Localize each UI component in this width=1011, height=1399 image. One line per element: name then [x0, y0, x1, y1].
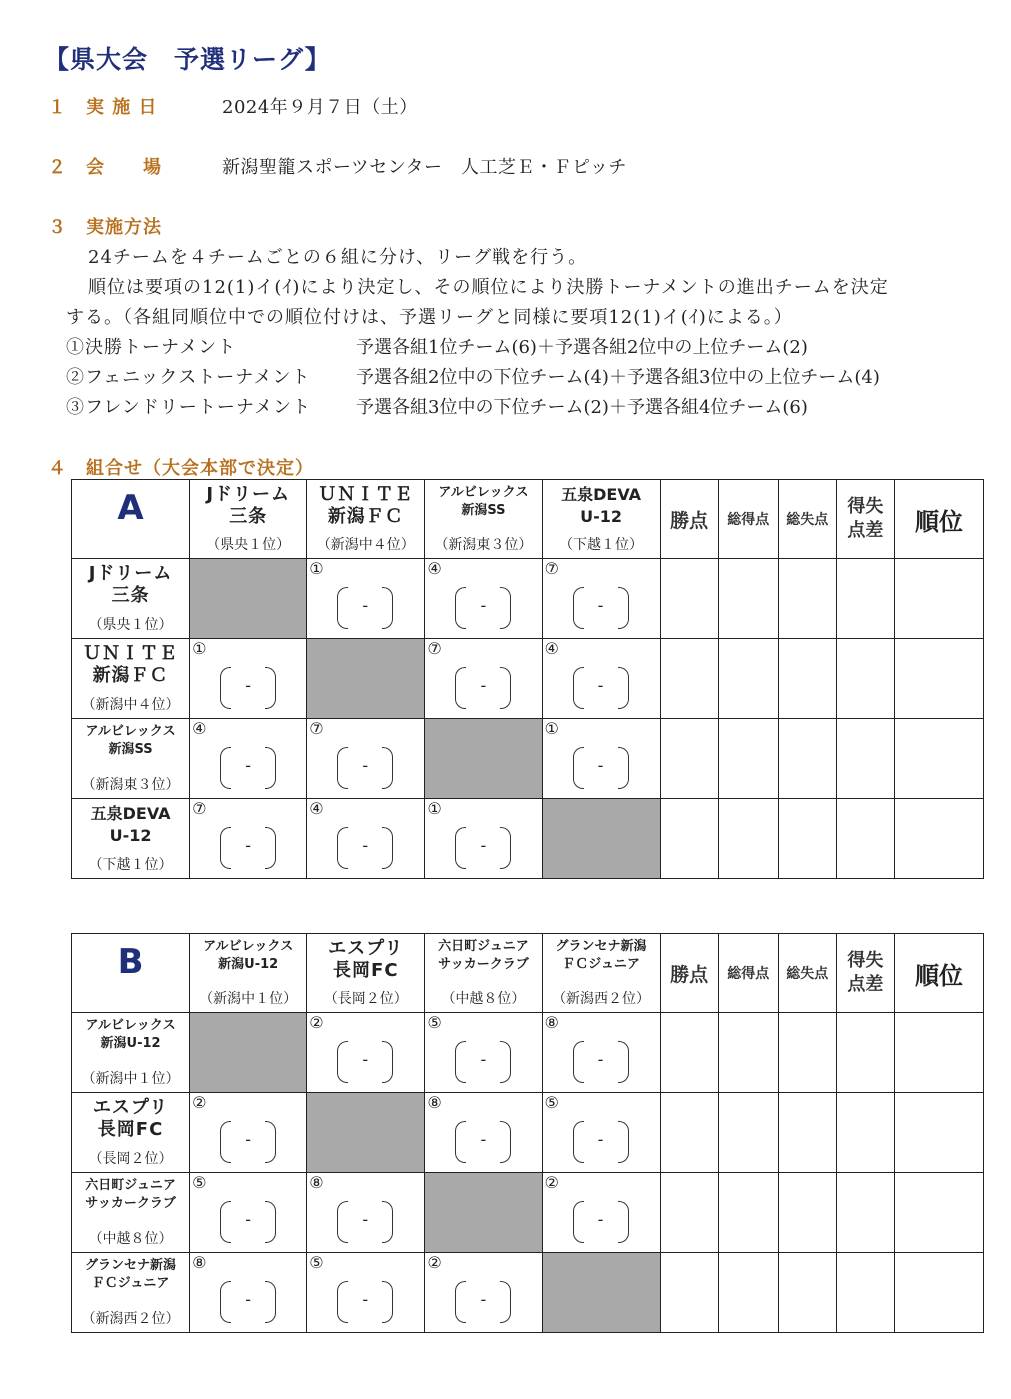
league-table-a — [71, 479, 984, 879]
team-header — [425, 934, 542, 1013]
match-cell[interactable] — [307, 1253, 425, 1333]
match-cell[interactable] — [542, 1093, 660, 1173]
header-row — [72, 934, 984, 1013]
team-qualifier: （新潟中１位） — [81, 1071, 180, 1087]
team-qualifier: （下越１位） — [88, 857, 173, 873]
right-bracket-icon — [500, 667, 511, 709]
section-number: ４ — [48, 458, 66, 479]
goals-against-cell[interactable] — [778, 639, 836, 719]
match-cell[interactable] — [542, 1013, 660, 1093]
score-box[interactable] — [220, 1281, 276, 1323]
right-bracket-icon — [265, 1281, 276, 1323]
team-header — [307, 480, 425, 559]
header-row — [72, 480, 984, 559]
score-separator: - — [362, 596, 369, 615]
match-number: ⑦ — [192, 799, 207, 818]
match-cell[interactable] — [542, 719, 660, 799]
goal-diff-cell[interactable] — [836, 1093, 894, 1173]
match-number: ④ — [427, 559, 442, 578]
goals-against-cell[interactable] — [778, 1173, 836, 1253]
team-row — [72, 719, 984, 799]
team-qualifier: （長岡２位） — [323, 991, 408, 1007]
score-separator: - — [480, 1290, 487, 1309]
score-box[interactable] — [220, 827, 276, 869]
right-bracket-icon — [618, 1121, 629, 1163]
match-cell[interactable] — [425, 1013, 542, 1093]
score-box[interactable] — [337, 1041, 393, 1083]
points-cell[interactable] — [660, 1093, 718, 1173]
score-box[interactable] — [455, 827, 511, 869]
team-name: エスプリ 長岡FC — [92, 1097, 169, 1140]
team-name: ＵＮＩＴＥ 新潟ＦＣ — [318, 484, 414, 527]
score-box[interactable] — [337, 747, 393, 789]
team-name: 六日町ジュニア サッカークラブ — [85, 1178, 176, 1211]
score-separator: - — [245, 1130, 252, 1149]
match-number: ① — [192, 639, 207, 658]
team-qualifier: （中越８位） — [88, 1231, 173, 1247]
self-match-cell — [307, 639, 425, 719]
score-box[interactable] — [220, 747, 276, 789]
section-heading: 実施方法 — [86, 217, 162, 238]
rank-header — [894, 934, 983, 1013]
section-date — [48, 93, 418, 119]
match-cell[interactable] — [307, 559, 425, 639]
right-bracket-icon — [382, 1041, 393, 1083]
goals-against-cell[interactable] — [778, 1013, 836, 1093]
team-row — [72, 1093, 984, 1173]
rank-cell[interactable] — [894, 639, 983, 719]
score-separator: - — [245, 1290, 252, 1309]
match-number: ④ — [309, 799, 324, 818]
match-cell[interactable] — [190, 639, 307, 719]
goal-diff-cell[interactable] — [836, 799, 894, 879]
league-table-b — [71, 933, 984, 1333]
match-number: ④ — [192, 719, 207, 738]
match-number: ② — [427, 1253, 442, 1272]
goals-for-header-label: 総得点 — [727, 512, 770, 528]
group-name: B — [117, 942, 144, 982]
right-bracket-icon — [265, 1201, 276, 1243]
right-bracket-icon — [265, 667, 276, 709]
rank-header-label: 順位 — [914, 507, 963, 536]
goal-diff-header — [836, 480, 894, 559]
tournament-desc: 予選各組2位中の下位チーム(4)＋予選各組3位中の上位チーム(4) — [356, 367, 880, 388]
match-cell[interactable] — [425, 1253, 542, 1333]
team-qualifier: （新潟西２位） — [552, 991, 651, 1007]
right-bracket-icon — [500, 1041, 511, 1083]
score-separator: - — [480, 596, 487, 615]
team-qualifier: （新潟西２位） — [81, 1311, 180, 1327]
section-heading: 実 施 日 — [86, 97, 158, 118]
score-box[interactable] — [573, 587, 629, 629]
score-box[interactable] — [337, 827, 393, 869]
right-bracket-icon — [382, 1281, 393, 1323]
right-bracket-icon — [618, 747, 629, 789]
tournament-name: ①決勝トーナメント — [66, 337, 237, 358]
right-bracket-icon — [382, 1201, 393, 1243]
match-cell[interactable] — [190, 799, 307, 879]
match-number: ⑤ — [309, 1253, 324, 1272]
match-number: ⑧ — [427, 1093, 442, 1112]
goals-against-header — [778, 480, 836, 559]
score-separator: - — [362, 836, 369, 855]
team-name: アルビレックス 新潟SS — [438, 485, 529, 518]
points-header-label: 勝点 — [670, 509, 709, 532]
tournament-name: ③フレンドリートーナメント — [66, 397, 312, 418]
right-bracket-icon — [618, 1201, 629, 1243]
points-cell[interactable] — [660, 1173, 718, 1253]
right-bracket-icon — [382, 827, 393, 869]
self-match-cell — [542, 799, 660, 879]
points-cell[interactable] — [660, 719, 718, 799]
team-name: Jドリーム 三条 — [206, 484, 291, 527]
goals-for-cell[interactable] — [718, 1093, 778, 1173]
score-box[interactable] — [455, 1041, 511, 1083]
score-box[interactable] — [337, 1281, 393, 1323]
tournament-desc: 予選各組3位中の下位チーム(2)＋予選各組4位チーム(6) — [356, 397, 808, 418]
score-separator: - — [597, 756, 604, 775]
match-number: ⑤ — [192, 1173, 207, 1192]
team-row — [72, 639, 984, 719]
goals-against-cell[interactable] — [778, 799, 836, 879]
points-cell[interactable] — [660, 799, 718, 879]
match-number: ⑧ — [192, 1253, 207, 1272]
score-separator: - — [362, 1290, 369, 1309]
goal-diff-label-1: 得失 — [847, 950, 884, 971]
match-cell[interactable] — [425, 639, 542, 719]
group-name-cell — [72, 480, 190, 559]
right-bracket-icon — [618, 1041, 629, 1083]
points-cell[interactable] — [660, 1013, 718, 1093]
rank-cell[interactable] — [894, 559, 983, 639]
team-qualifier: （新潟東３位） — [81, 777, 180, 793]
score-separator: - — [245, 676, 252, 695]
section-method — [48, 213, 162, 239]
points-cell[interactable] — [660, 639, 718, 719]
group-name-cell — [72, 934, 190, 1013]
venue: 新潟聖籠スポーツセンター 人工芝Ｅ・Ｆピッチ — [222, 157, 627, 178]
match-number: ② — [192, 1093, 207, 1112]
group-name: A — [117, 488, 144, 528]
score-separator: - — [597, 1210, 604, 1229]
goals-for-cell[interactable] — [718, 799, 778, 879]
match-cell[interactable] — [425, 799, 542, 879]
method-line: する。（各組同順位中での順位付けは、予選リーグと同様に要項12(1)イ(ｲ)による。） — [66, 307, 793, 328]
goal-diff-label-2: 点差 — [847, 974, 884, 995]
self-match-cell — [190, 1013, 307, 1093]
team-header — [190, 934, 307, 1013]
team-row-header — [72, 1093, 190, 1173]
right-bracket-icon — [500, 587, 511, 629]
self-match-cell — [307, 1093, 425, 1173]
match-number: ① — [427, 799, 442, 818]
score-box[interactable] — [337, 587, 393, 629]
points-header-label: 勝点 — [670, 963, 709, 986]
team-name: アルビレックス 新潟U-12 — [203, 939, 294, 972]
score-box[interactable] — [573, 1121, 629, 1163]
team-qualifier: （新潟中４位） — [81, 697, 180, 713]
match-cell[interactable] — [307, 719, 425, 799]
score-separator: - — [362, 1210, 369, 1229]
goals-against-cell[interactable] — [778, 719, 836, 799]
right-bracket-icon — [265, 827, 276, 869]
team-row-header — [72, 1173, 190, 1253]
goal-diff-label-1: 得失 — [847, 496, 884, 517]
match-cell[interactable] — [190, 1093, 307, 1173]
section-heading: 会 場 — [86, 157, 162, 178]
goal-diff-cell[interactable] — [836, 1013, 894, 1093]
score-box[interactable] — [220, 1201, 276, 1243]
right-bracket-icon — [265, 1121, 276, 1163]
team-qualifier: （新潟東３位） — [434, 537, 533, 553]
match-number: ⑦ — [309, 719, 324, 738]
self-match-cell — [542, 1253, 660, 1333]
points-cell[interactable] — [660, 1253, 718, 1333]
goals-against-header-label: 総失点 — [786, 512, 829, 528]
team-name: グランセナ新潟 ＦＣジュニア — [85, 1258, 177, 1291]
score-separator: - — [245, 1210, 252, 1229]
goals-for-cell[interactable] — [718, 1013, 778, 1093]
team-header — [542, 934, 660, 1013]
score-separator: - — [245, 836, 252, 855]
match-cell[interactable] — [307, 799, 425, 879]
score-separator: - — [597, 1050, 604, 1069]
score-box[interactable] — [573, 1201, 629, 1243]
match-number: ⑤ — [427, 1013, 442, 1032]
goals-for-cell[interactable] — [718, 559, 778, 639]
goals-against-cell[interactable] — [778, 559, 836, 639]
rank-cell[interactable] — [894, 719, 983, 799]
match-number: ① — [309, 559, 324, 578]
score-separator: - — [362, 756, 369, 775]
match-number: ⑤ — [544, 1093, 559, 1112]
goal-diff-cell[interactable] — [836, 1253, 894, 1333]
team-qualifier: （新潟中４位） — [316, 537, 415, 553]
score-box[interactable] — [220, 667, 276, 709]
goal-diff-cell[interactable] — [836, 559, 894, 639]
goals-against-cell[interactable] — [778, 1093, 836, 1173]
team-name: グランセナ新潟 ＦＣジュニア — [555, 939, 647, 972]
rank-cell[interactable] — [894, 1253, 983, 1333]
rank-cell[interactable] — [894, 1093, 983, 1173]
team-name: 五泉DEVA U-12 — [561, 485, 642, 526]
goal-diff-cell[interactable] — [836, 639, 894, 719]
team-name: アルビレックス 新潟U-12 — [85, 1018, 176, 1051]
rank-header-label: 順位 — [914, 961, 963, 990]
section-heading: 組合せ（大会本部で決定） — [86, 458, 314, 479]
goals-for-cell[interactable] — [718, 719, 778, 799]
team-header — [190, 480, 307, 559]
score-box[interactable] — [573, 667, 629, 709]
self-match-cell — [190, 559, 307, 639]
team-name: 六日町ジュニア サッカークラブ — [438, 939, 529, 972]
match-number: ⑧ — [544, 1013, 559, 1032]
goals-for-cell[interactable] — [718, 639, 778, 719]
score-box[interactable] — [455, 667, 511, 709]
score-box[interactable] — [573, 1041, 629, 1083]
team-qualifier: （長岡２位） — [88, 1151, 173, 1167]
match-number: ② — [309, 1013, 324, 1032]
team-row — [72, 1173, 984, 1253]
team-row — [72, 799, 984, 879]
goal-diff-header — [836, 934, 894, 1013]
page-title: 【県大会 予選リーグ】 — [44, 45, 331, 74]
goal-diff-cell[interactable] — [836, 1173, 894, 1253]
team-row — [72, 1013, 984, 1093]
score-separator: - — [362, 1050, 369, 1069]
points-header — [660, 934, 718, 1013]
score-separator: - — [480, 1050, 487, 1069]
rank-cell[interactable] — [894, 799, 983, 879]
score-separator: - — [245, 756, 252, 775]
team-name: ＵＮＩＴＥ 新潟ＦＣ — [83, 643, 179, 686]
section-venue — [48, 153, 627, 179]
match-cell[interactable] — [542, 639, 660, 719]
score-box[interactable] — [455, 1281, 511, 1323]
rank-cell[interactable] — [894, 1013, 983, 1093]
score-box[interactable] — [573, 747, 629, 789]
team-row-header — [72, 719, 190, 799]
points-header — [660, 480, 718, 559]
section-number: ３ — [48, 217, 66, 238]
match-cell[interactable] — [190, 1173, 307, 1253]
method-line: 順位は要項の12(1)イ(ｲ)により決定し、その順位により決勝トーナメントの進出チームを決定 — [88, 277, 889, 298]
team-row — [72, 559, 984, 639]
score-separator: - — [597, 676, 604, 695]
team-name: アルビレックス 新潟SS — [85, 724, 176, 757]
match-cell[interactable] — [542, 1173, 660, 1253]
match-number: ⑦ — [427, 639, 442, 658]
score-separator: - — [597, 1130, 604, 1149]
team-row-header — [72, 559, 190, 639]
method-line: 24チームを４チームごとの６組に分け、リーグ戦を行う。 — [88, 247, 588, 268]
team-name: Jドリーム 三条 — [88, 563, 173, 606]
goals-for-cell[interactable] — [718, 1253, 778, 1333]
match-cell[interactable] — [307, 1173, 425, 1253]
right-bracket-icon — [382, 587, 393, 629]
team-header — [542, 480, 660, 559]
self-match-cell — [425, 719, 542, 799]
team-header — [425, 480, 542, 559]
section-groups — [48, 454, 314, 480]
team-row-header — [72, 1013, 190, 1093]
score-separator: - — [480, 1130, 487, 1149]
right-bracket-icon — [618, 667, 629, 709]
goals-against-header-label: 総失点 — [786, 966, 829, 982]
goals-for-header — [718, 480, 778, 559]
match-cell[interactable] — [425, 1093, 542, 1173]
team-name: エスプリ 長岡FC — [328, 938, 404, 981]
goal-diff-label-2: 点差 — [847, 520, 884, 541]
team-row-header — [72, 1253, 190, 1333]
team-qualifier: （県央１位） — [88, 617, 173, 633]
team-header — [307, 934, 425, 1013]
team-row-header — [72, 639, 190, 719]
team-name: 五泉DEVA U-12 — [90, 804, 171, 845]
event-date: 2024年９月７日（土） — [222, 97, 418, 118]
team-qualifier: （中越８位） — [441, 991, 526, 1007]
right-bracket-icon — [500, 1281, 511, 1323]
goal-diff-cell[interactable] — [836, 719, 894, 799]
score-separator: - — [597, 596, 604, 615]
match-number: ④ — [544, 639, 559, 658]
team-row-header — [72, 799, 190, 879]
tournament-desc: 予選各組1位チーム(6)＋予選各組2位中の上位チーム(2) — [356, 337, 808, 358]
goals-for-header — [718, 934, 778, 1013]
score-box[interactable] — [455, 1121, 511, 1163]
goals-for-header-label: 総得点 — [727, 966, 770, 982]
right-bracket-icon — [500, 1121, 511, 1163]
section-number: １ — [48, 97, 66, 118]
self-match-cell — [425, 1173, 542, 1253]
match-number: ① — [544, 719, 559, 738]
match-cell[interactable] — [307, 1013, 425, 1093]
rank-header — [894, 480, 983, 559]
match-number: ⑦ — [544, 559, 559, 578]
goals-against-header — [778, 934, 836, 1013]
goals-against-cell[interactable] — [778, 1253, 836, 1333]
right-bracket-icon — [500, 827, 511, 869]
tournament-name: ②フェニックストーナメント — [66, 367, 311, 388]
match-cell[interactable] — [190, 1253, 307, 1333]
team-qualifier: （下越１位） — [559, 537, 644, 553]
score-box[interactable] — [337, 1201, 393, 1243]
right-bracket-icon — [618, 587, 629, 629]
score-separator: - — [480, 836, 487, 855]
score-box[interactable] — [220, 1121, 276, 1163]
right-bracket-icon — [265, 747, 276, 789]
match-cell[interactable] — [190, 719, 307, 799]
rank-cell[interactable] — [894, 1173, 983, 1253]
score-separator: - — [480, 676, 487, 695]
team-row — [72, 1253, 984, 1333]
match-number: ⑧ — [309, 1173, 324, 1192]
match-cell[interactable] — [542, 559, 660, 639]
match-number: ② — [544, 1173, 559, 1192]
score-box[interactable] — [455, 587, 511, 629]
team-qualifier: （新潟中１位） — [199, 991, 298, 1007]
match-cell[interactable] — [425, 559, 542, 639]
goals-for-cell[interactable] — [718, 1173, 778, 1253]
team-qualifier: （県央１位） — [206, 537, 291, 553]
right-bracket-icon — [382, 747, 393, 789]
section-number: ２ — [48, 157, 66, 178]
points-cell[interactable] — [660, 559, 718, 639]
